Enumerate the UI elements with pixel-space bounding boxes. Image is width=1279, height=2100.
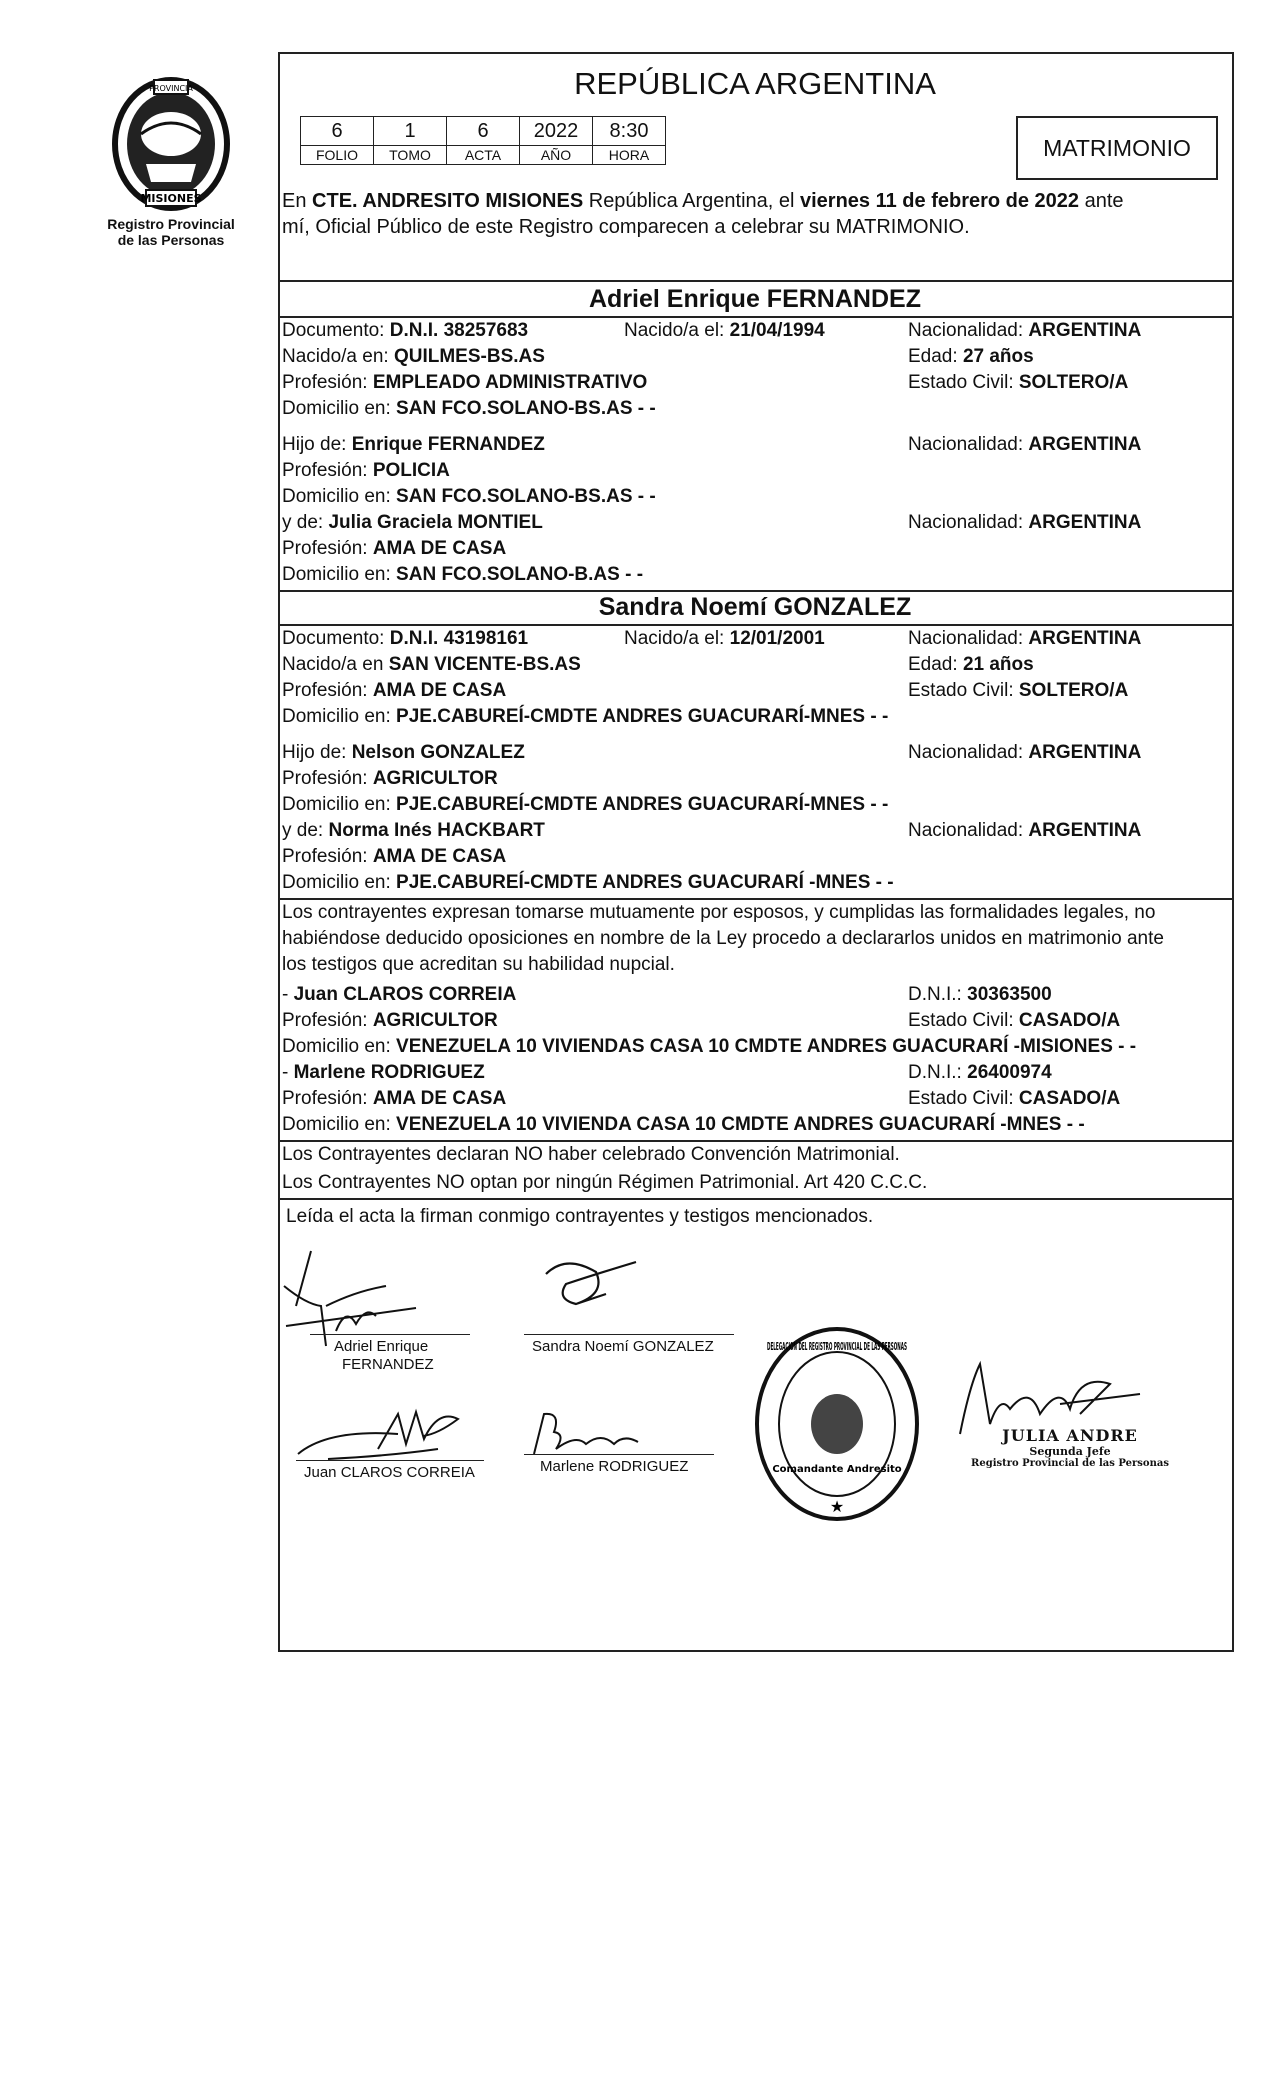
emblem-text-top: PROVINCIA bbox=[149, 84, 193, 93]
logo-caption-line1: Registro Provincial bbox=[107, 216, 235, 232]
spouse1-mother: y de: Julia Graciela MONTIEL bbox=[282, 512, 543, 533]
spouse1-document: Documento: D.N.I. 38257683 bbox=[282, 320, 529, 341]
witness2-name: - Marlene RODRIGUEZ bbox=[282, 1062, 485, 1083]
spouse1-age: Edad: 27 años bbox=[908, 346, 1034, 367]
signature-juan bbox=[288, 1394, 488, 1474]
registry-logo bbox=[96, 72, 246, 252]
spouse2-father: Hijo de: Nelson GONZALEZ bbox=[282, 742, 525, 763]
witness1-civil-status: Estado Civil: CASADO/A bbox=[908, 1010, 1121, 1031]
misiones-emblem-icon bbox=[96, 72, 246, 212]
spouse2-mother-address: Domicilio en: PJE.CABUREÍ-CMDTE ANDRES GUACURARÍ -MNES - - bbox=[282, 872, 894, 893]
declaration-line-2: habiéndose deducido oposiciones en nombre de la Ley procedo a declararlos unidos en matrimonio ante bbox=[282, 928, 1164, 949]
spouse1-birthplace: Nacido/a en: QUILMES-BS.AS bbox=[282, 346, 545, 367]
notes-line-1: Los Contrayentes declaran NO haber celebrado Convención Matrimonial. bbox=[282, 1144, 900, 1165]
notes-line-2: Los Contrayentes NO optan por ningún Régimen Patrimonial. Art 420 C.C.C. bbox=[282, 1172, 928, 1193]
spouse1-birth-date: Nacido/a el: 21/04/1994 bbox=[624, 320, 825, 341]
spouse1-mother-profession: Profesión: AMA DE CASA bbox=[282, 538, 507, 559]
declaration-line-3: los testigos que acreditan su habilidad nupcial. bbox=[282, 954, 675, 975]
delegation-seal bbox=[752, 1324, 922, 1524]
ano-value: 2022 bbox=[520, 117, 593, 146]
official-stamp-name: JULIA ANDRE bbox=[1002, 1426, 1138, 1445]
folio-value: 6 bbox=[301, 117, 374, 146]
emblem-text-bottom: MISIONES bbox=[140, 192, 202, 205]
marriage-certificate bbox=[278, 52, 1234, 1652]
spouse2-birth-date: Nacido/a el: 12/01/2001 bbox=[624, 628, 825, 649]
official-stamp bbox=[950, 1426, 1190, 1469]
spouse2-father-profession: Profesión: AGRICULTOR bbox=[282, 768, 498, 789]
hora-value: 8:30 bbox=[593, 117, 666, 146]
logo-caption-line2: de las Personas bbox=[117, 232, 225, 248]
hora-label: HORA bbox=[593, 146, 666, 165]
spouse1-mother-nationality: Nacionalidad: ARGENTINA bbox=[908, 512, 1142, 533]
spouse2-profession: Profesión: AMA DE CASA bbox=[282, 680, 507, 701]
record-index-table bbox=[300, 116, 666, 165]
signature-marlene bbox=[526, 1404, 666, 1464]
spouse1-nationality: Nacionalidad: ARGENTINA bbox=[908, 320, 1142, 341]
tomo-label: TOMO bbox=[374, 146, 447, 165]
ano-label: AÑO bbox=[520, 146, 593, 165]
spouse2-birthplace: Nacido/a en SAN VICENTE-BS.AS bbox=[282, 654, 581, 675]
signature-marlene-label: Marlene RODRIGUEZ bbox=[540, 1458, 689, 1475]
spouse1-name: Adriel Enrique FERNANDEZ bbox=[589, 285, 921, 313]
spouse1-father-address: Domicilio en: SAN FCO.SOLANO-BS.AS - - bbox=[282, 486, 656, 507]
spouse2-document: Documento: D.N.I. 43198161 bbox=[282, 628, 529, 649]
country-title: REPÚBLICA ARGENTINA bbox=[574, 66, 936, 101]
spouse1-father-nationality: Nacionalidad: ARGENTINA bbox=[908, 434, 1142, 455]
witness1-address: Domicilio en: VENEZUELA 10 VIVIENDAS CASA 10 CMDTE ANDRES GUACURARÍ -MISIONES - - bbox=[282, 1036, 1137, 1057]
witness2-address: Domicilio en: VENEZUELA 10 VIVIENDA CASA 10 CMDTE ANDRES GUACURARÍ -MNES - - bbox=[282, 1114, 1085, 1135]
spouse2-mother-profession: Profesión: AMA DE CASA bbox=[282, 846, 507, 867]
spouse1-father-profession: Profesión: POLICIA bbox=[282, 460, 450, 481]
witness2-profession: Profesión: AMA DE CASA bbox=[282, 1088, 507, 1109]
spouse2-mother: y de: Norma Inés HACKBART bbox=[282, 820, 545, 841]
witness1-dni: D.N.I.: 30363500 bbox=[908, 984, 1052, 1005]
declaration-line-1: Los contrayentes expresan tomarse mutuamente por esposos, y cumplidas las formalidades legales, no bbox=[282, 902, 1156, 923]
spouse2-nationality: Nacionalidad: ARGENTINA bbox=[908, 628, 1142, 649]
spouse2-mother-nationality: Nacionalidad: ARGENTINA bbox=[908, 820, 1142, 841]
closing-statement: Leída el acta la firman conmigo contrayentes y testigos mencionados. bbox=[286, 1206, 874, 1227]
spouse1-civil-status: Estado Civil: SOLTERO/A bbox=[908, 372, 1129, 393]
witness1-name: - Juan CLAROS CORREIA bbox=[282, 984, 517, 1005]
witness2-civil-status: Estado Civil: CASADO/A bbox=[908, 1088, 1121, 1109]
official-stamp-office: Registro Provincial de las Personas bbox=[971, 1458, 1169, 1469]
signature-adriel-label-1: Adriel Enrique bbox=[334, 1338, 429, 1355]
seal-inner-text: Comandante Andresito bbox=[772, 1464, 902, 1475]
witness1-profession: Profesión: AGRICULTOR bbox=[282, 1010, 498, 1031]
seal-icon bbox=[752, 1324, 922, 1524]
seal-star-icon: ★ bbox=[829, 1497, 845, 1516]
signature-adriel-label-2: FERNANDEZ bbox=[342, 1356, 434, 1373]
official-stamp-title: Segunda Jefe bbox=[1029, 1445, 1111, 1458]
spouse2-name: Sandra Noemí GONZALEZ bbox=[598, 593, 912, 621]
witness2-dni: D.N.I.: 26400974 bbox=[908, 1062, 1052, 1083]
tomo-value: 1 bbox=[374, 117, 447, 146]
spouse2-father-address: Domicilio en: PJE.CABUREÍ-CMDTE ANDRES GUACURARÍ-MNES - - bbox=[282, 794, 889, 815]
intro-line-1: En CTE. ANDRESITO MISIONES República Argentina, el viernes 11 de febrero de 2022 ante bbox=[282, 190, 1124, 212]
signature-sandra-label: Sandra Noemí GONZALEZ bbox=[532, 1338, 714, 1355]
signature-sandra bbox=[536, 1254, 656, 1324]
spouse1-father: Hijo de: Enrique FERNANDEZ bbox=[282, 434, 545, 455]
folio-label: FOLIO bbox=[301, 146, 374, 165]
record-type: MATRIMONIO bbox=[1043, 134, 1191, 161]
intro-line-2: mí, Oficial Público de este Registro comparecen a celebrar su MATRIMONIO. bbox=[282, 216, 970, 238]
spouse1-profession: Profesión: EMPLEADO ADMINISTRATIVO bbox=[282, 372, 648, 393]
spouse2-civil-status: Estado Civil: SOLTERO/A bbox=[908, 680, 1129, 701]
acta-label: ACTA bbox=[447, 146, 520, 165]
spouse1-address: Domicilio en: SAN FCO.SOLANO-BS.AS - - bbox=[282, 398, 656, 419]
spouse2-address: Domicilio en: PJE.CABUREÍ-CMDTE ANDRES GUACURARÍ-MNES - - bbox=[282, 706, 889, 727]
seal-ring-text: DELEGACION DEL REGISTRO PROVINCIAL DE LAS PERSONAS bbox=[767, 1340, 908, 1353]
acta-value: 6 bbox=[447, 117, 520, 146]
signature-juan-label: Juan CLAROS CORREIA bbox=[304, 1464, 475, 1481]
spouse2-father-nationality: Nacionalidad: ARGENTINA bbox=[908, 742, 1142, 763]
spouse1-mother-address: Domicilio en: SAN FCO.SOLANO-B.AS - - bbox=[282, 564, 644, 585]
spouse2-age: Edad: 21 años bbox=[908, 654, 1034, 675]
record-type-box bbox=[1016, 116, 1218, 180]
